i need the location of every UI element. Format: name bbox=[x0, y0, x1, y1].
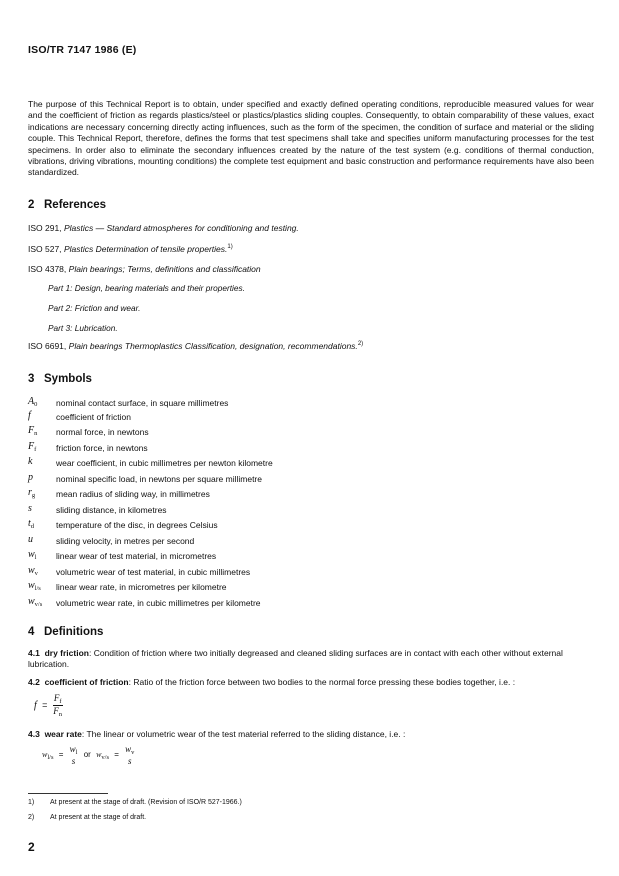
symbol: $t_d$ bbox=[28, 518, 35, 530]
footnote-marker: 2) bbox=[357, 341, 364, 347]
definition-coefficient-of-friction: 4.2 coefficient of friction: Ratio of the friction force between two bodies to the normal force pressing these bodies together, i.e. : bbox=[28, 677, 516, 687]
footnote-marker: 1) bbox=[227, 244, 233, 250]
section-heading-definitions bbox=[28, 626, 103, 638]
footnote-1: 1) At present at the stage of draft. (Revision of ISO/R 527-1966.) bbox=[28, 799, 242, 806]
formula-wear-rate: $w_{l/s}$ = $w_l$ s or $w_{v/s}$ = $w_v$ s bbox=[42, 744, 135, 766]
symbol: $r_g$ bbox=[28, 487, 36, 499]
symbol-description: linear wear rate, in micrometres per kilometre bbox=[56, 582, 227, 592]
symbol-description: sliding distance, in kilometres bbox=[56, 505, 167, 515]
symbol-description: nominal specific load, in newtons per square millimetre bbox=[56, 474, 262, 484]
symbol-description: volumetric wear of test material, in cubic millimetres bbox=[56, 567, 251, 577]
section-number: 2 bbox=[28, 199, 35, 211]
reference-iso-291 bbox=[28, 223, 299, 233]
symbol: $w_{v/s}$ bbox=[28, 596, 43, 608]
symbol-description: normal force, in newtons bbox=[56, 427, 149, 437]
symbol-description: friction force, in newtons bbox=[56, 443, 148, 453]
symbol-description: sliding velocity, in metres per second bbox=[56, 536, 195, 546]
document-header: ISO/TR 7147 1986 (E) bbox=[28, 44, 137, 56]
section-heading-references bbox=[28, 199, 106, 211]
symbol: s bbox=[28, 503, 32, 514]
formula-coefficient-of-friction: f = $\frac{F_f}{F_n}$ bbox=[34, 693, 63, 718]
reference-title: Plastics — Standard atmospheres for conditioning and testing. bbox=[63, 223, 299, 233]
symbol-description: nominal contact surface, in square millimetres bbox=[56, 398, 229, 408]
reference-part-3: Part 3: Lubrication. bbox=[48, 323, 118, 333]
symbol-description: volumetric wear rate, in cubic millimetres per kilometre bbox=[56, 598, 261, 608]
section-title: Definitions bbox=[44, 626, 104, 638]
footnote-2: 2) At present at the stage of draft. bbox=[28, 814, 147, 821]
reference-code: ISO 4378, bbox=[28, 264, 67, 274]
symbol-description: mean radius of sliding way, in millimetres bbox=[56, 489, 210, 499]
symbol: $w_v$ bbox=[28, 565, 38, 577]
section-number: 4 bbox=[28, 626, 35, 638]
reference-iso-4378 bbox=[28, 264, 261, 274]
reference-code: ISO 527, bbox=[28, 244, 62, 254]
symbol: $A_0$ bbox=[28, 396, 38, 408]
reference-code: ISO 291, bbox=[28, 223, 62, 233]
symbol: $w_l$ bbox=[28, 549, 37, 561]
symbol: $w_{l/s}$ bbox=[28, 580, 41, 592]
symbol: u bbox=[28, 534, 33, 545]
section-title: References bbox=[44, 199, 107, 211]
page-number: 2 bbox=[28, 840, 35, 854]
symbol-description: wear coefficient, in cubic millimetres per newton kilometre bbox=[56, 458, 273, 468]
symbol-description: temperature of the disc, in degrees Celsius bbox=[56, 520, 218, 530]
section-heading-symbols bbox=[28, 373, 92, 385]
symbol-description: linear wear of test material, in micrometres bbox=[56, 551, 217, 561]
symbol-description: coefficient of friction bbox=[56, 412, 131, 422]
symbol: $F_n$ bbox=[28, 425, 38, 437]
symbol: p bbox=[28, 472, 33, 483]
reference-title: Plain bearings; Terms, definitions and classification bbox=[68, 264, 261, 274]
reference-iso-527 bbox=[28, 244, 233, 254]
reference-title: Plain bearings Thermoplastics Classification, designation, recommendations. bbox=[68, 341, 358, 351]
definition-wear-rate: 4.3 wear rate: The linear or volumetric wear of the test material referred to the sliding distance, i.e. : bbox=[28, 729, 406, 739]
reference-iso-6691 bbox=[28, 341, 363, 351]
reference-code: ISO 6691, bbox=[28, 341, 67, 351]
symbol: k bbox=[28, 456, 33, 467]
reference-part-2: Part 2: Friction and wear. bbox=[48, 303, 141, 313]
symbol: f bbox=[28, 410, 31, 421]
definition-dry-friction: 4.1 dry friction: Condition of friction where two initially degreased and cleaned sliding surfaces are in contact with each other without external lubrication. bbox=[28, 648, 563, 669]
section-number: 3 bbox=[28, 373, 35, 385]
reference-title: Plastics Determination of tensile properties. bbox=[63, 244, 228, 254]
footnote-rule bbox=[28, 793, 108, 794]
section-title: Symbols bbox=[44, 373, 92, 385]
symbol: $F_f$ bbox=[28, 441, 37, 453]
intro-paragraph: The purpose of this Technical Report is to obtain, under specified and exactly defined operating conditions, reproducible measured values for wear and the coefficient of friction as regards plastics/steel or plastics/plastics sliding couples. Consequently, to obtain comparability of these values, exact indications are necessary concerning directly acting influences, such as the form of the specimen, the condition of surface and material or the sliding couple. This Technical Report, therefore, defines the forms that test specimens shall take and specifies uniform manufacturing processes for the test specimens. In order also to eliminate the secondary influences created by the nature of the test system (e.g. conditions of thermal conduction, vibrations, driving vibrations, mounting conditions) the complete test equipment and basic construction and performance requirements have also been standardized. bbox=[28, 99, 594, 178]
reference-part-1: Part 1: Design, bearing materials and their properties. bbox=[48, 283, 245, 293]
